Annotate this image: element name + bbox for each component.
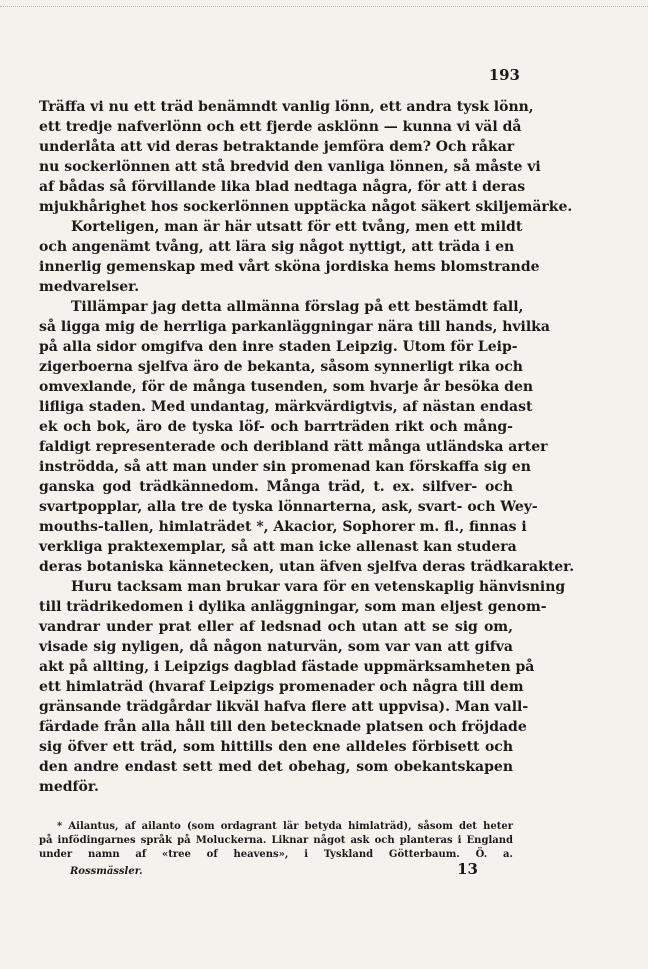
text-line: underlåta att vid deras betraktande jemföra dem? Och råkar xyxy=(39,139,515,155)
text-line: till trädrikedomen i dylika anläggningar, som man eljest genom- xyxy=(39,599,547,615)
text-line: omvexlande, för de många tusenden, som hvarje år besöka den xyxy=(39,379,534,395)
text-line: medför. xyxy=(39,779,99,795)
text-line: färdade från alla håll till den betecknade platsen och fröjdade xyxy=(39,719,527,735)
text-line: ett tredje nafverlönn och ett fjerde asklönn — kunna vi väl då xyxy=(39,119,522,135)
text-line: vandrar under prat eller af ledsnad och utan att se sig om, xyxy=(39,619,513,635)
footnote-line: på infödingarnes språk på Moluckerna. Liknar något ask och planteras i England xyxy=(39,835,513,846)
top-edge-rule xyxy=(0,0,648,7)
signature-number: 13 xyxy=(457,860,478,878)
text-line: af bådas så förvillande lika blad nedtaga några, för att i deras xyxy=(39,179,526,195)
text-line: på alla sidor omgifva den inre staden Leipzig. Utom för Leip- xyxy=(39,339,518,355)
page-footer xyxy=(70,860,478,880)
text-line: Träffa vi nu ett träd benämndt vanlig lönn, ett andra tysk lönn, xyxy=(39,99,534,115)
body-text xyxy=(39,97,575,797)
text-line: akt på allting, i Leipzigs dagblad fästade uppmärksamheten på xyxy=(39,659,535,675)
text-line: sig öfver ett träd, som hittills den ene alldeles förbisett och xyxy=(39,739,513,755)
text-line: svartpopplar, alla tre de tyska lönnarterna, ask, svart- och Wey- xyxy=(39,499,538,515)
text-line: deras botaniska kännetecken, utan äfven sjelfva deras trädkarakter. xyxy=(39,559,575,575)
text-line: Huru tacksam man brukar vara för en vetenskaplig hänvisning xyxy=(71,579,566,595)
text-line: faldigt representerade och deribland rätt många utländska arter xyxy=(39,439,548,455)
text-line: och angenämt tvång, att lära sig något nyttigt, att träda i en xyxy=(39,239,515,255)
footnote-line: under namn af «tree of heavens», i Tyskland Götterbaum. Ö. a. xyxy=(39,849,513,860)
text-line: så ligga mig de herrliga parkanläggningar nära till hands, hvilka xyxy=(39,319,550,335)
text-line: inströdda, så att man under sin promenad kan förskaffa sig en xyxy=(39,459,531,475)
footnote-line: * Ailantus, af ailanto (som ordagrant lär betyda himlaträd), såsom det heter xyxy=(57,821,513,832)
text-line: innerlig gemenskap med vårt sköna jordiska hems blomstrande xyxy=(39,259,540,275)
text-line: gränsande trädgårdar likväl hafva flere att uppvisa). Man vall- xyxy=(39,699,529,715)
text-line: medvarelser. xyxy=(39,279,140,295)
author-signature: Rossmässler. xyxy=(70,866,143,877)
text-line: nu sockerlönnen att stå bredvid den vanliga lönnen, så måste vi xyxy=(39,159,541,175)
footnote xyxy=(39,820,513,862)
text-line: ek och bok, äro de tyska löf- och barrträden rikt och mång- xyxy=(39,419,513,435)
text-line: lifliga staden. Med undantag, märkvärdigtvis, af nästan endast xyxy=(39,399,533,415)
text-line: ganska god trädkännedom. Många träd, t. ex. silfver- och xyxy=(39,479,513,495)
text-line: zigerboerna sjelfva äro de bekanta, såsom synnerligt rika och xyxy=(39,359,523,375)
page-number: 193 xyxy=(488,66,520,84)
text-line: mouths-tallen, himlaträdet *, Akacior, Sophorer m. fl., finnas i xyxy=(39,519,527,535)
text-line: ett himlaträd (hvaraf Leipzigs promenader och några till dem xyxy=(39,679,524,695)
text-line: mjukhårighet hos sockerlönnen upptäcka något säkert skiljemärke. xyxy=(39,199,573,215)
text-line: Tillämpar jag detta allmänna förslag på ett bestämdt fall, xyxy=(71,299,524,315)
text-line: visade sig nyligen, då någon naturvän, som var van att gifva xyxy=(39,639,513,655)
text-line: Korteligen, man är här utsatt för ett tvång, men ett mildt xyxy=(71,219,523,235)
text-line: verkliga praktexemplar, så att man icke allenast kan studera xyxy=(39,539,517,555)
text-line: den andre endast sett med det obehag, som obekantskapen xyxy=(39,759,513,775)
